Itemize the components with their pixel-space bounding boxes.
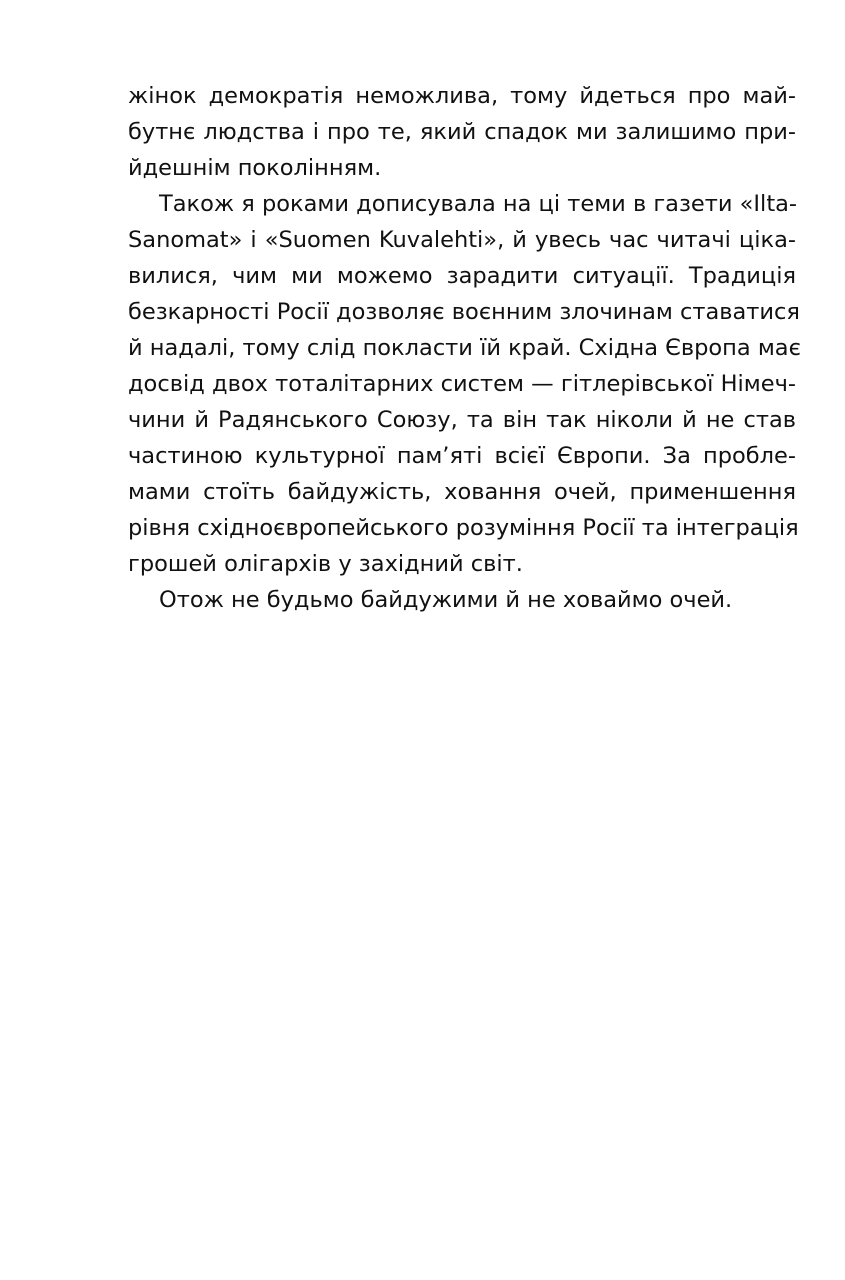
paragraph-2-line-7: чини й Радянського Союзу, та він так ніколи й не став [128, 407, 796, 433]
paragraph-2-line-6: досвід двох тоталітарних систем — гітлерівської Німеч- [128, 371, 796, 397]
paragraph-3-line-1: Отож не будьмо байдужими й не ховаймо очей. [159, 587, 733, 613]
paragraph-2-line-8: частиною культурної пам’яті всієї Європи. За пробле- [128, 443, 796, 469]
paragraph-2-line-2: Sanomat» і «Suomen Kuvalehti», й увесь час читачі ціка- [128, 227, 796, 253]
paragraph-1-line-3: йдешнім поколінням. [128, 155, 382, 181]
paragraph-2-line-1: Також я роками дописувала на ці теми в газети «Ilta- [159, 191, 798, 217]
paragraph-2-line-5: й надалі, тому слід покласти їй край. Східна Європа має [128, 335, 801, 361]
paragraph-2-line-4: безкарності Росії дозволяє воєнним злочинам ставатися [128, 299, 800, 325]
paragraph-2-line-3: вилися, чим ми можемо зарадити ситуації. Традиція [128, 263, 796, 289]
paragraph-1-line-1: жінок демократія неможлива, тому йдеться про май- [128, 83, 796, 109]
paragraph-2-line-9: мами стоїть байдужість, ховання очей, применшення [128, 479, 796, 505]
paragraph-2-line-11: грошей олігархів у західний світ. [128, 551, 523, 577]
body-text [128, 78, 801, 618]
paragraph-2-line-10: рівня східноєвропейського розуміння Росії та інтеграція [128, 515, 799, 541]
paragraph-1-line-2: бутнє людства і про те, який спадок ми залишимо при- [128, 119, 796, 145]
